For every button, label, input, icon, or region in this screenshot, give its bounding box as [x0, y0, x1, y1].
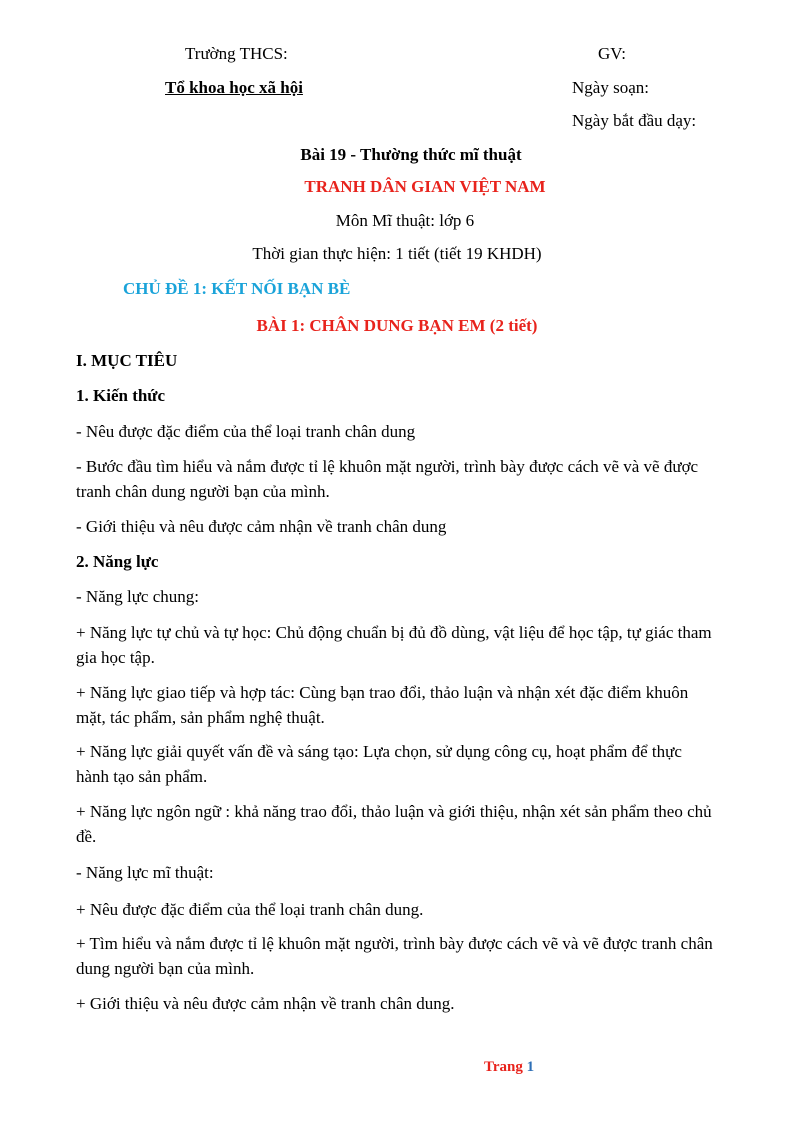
topic-title: CHỦ ĐỀ 1: KẾT NỐI BẠN BÈ	[123, 279, 351, 298]
general-competence-item: + Năng lực ngôn ngữ : khả năng trao đổi, thảo luận và giới thiệu, nhận xét sản phẩm theo chủ đề.	[76, 802, 712, 846]
page-label: Trang	[484, 1059, 523, 1075]
knowledge-item: - Giới thiệu và nêu được cảm nhận về tranh chân dung	[76, 517, 447, 536]
art-competence-item: + Giới thiệu và nêu được cảm nhận về tranh chân dung.	[76, 994, 455, 1013]
lesson-number-title: Bài 19 - Thường thức mĩ thuật	[300, 145, 522, 164]
lesson-main-title: TRANH DÂN GIAN VIỆT NAM	[304, 177, 546, 196]
art-competence-item: + Nêu được đặc điểm của thể loại tranh chân dung.	[76, 900, 424, 919]
start-date-label: Ngày bắt đầu dạy:	[572, 111, 697, 130]
subject-line: Môn Mĩ thuật: lớp 6	[335, 211, 475, 230]
general-competence-item: + Năng lực giải quyết vấn đề và sáng tạo: Lựa chọn, sử dụng công cụ, hoạt phẩm để thực hành tạo sản phẩm.	[76, 742, 682, 786]
knowledge-heading: 1. Kiến thức	[76, 386, 166, 405]
art-competence-label: - Năng lực mĩ thuật:	[76, 863, 214, 882]
lesson-title: BÀI 1: CHÂN DUNG BẠN EM (2 tiết)	[256, 316, 538, 335]
teacher-label: GV:	[598, 44, 627, 63]
competence-heading: 2. Năng lực	[76, 552, 159, 571]
knowledge-item: - Bước đầu tìm hiểu và nắm được tỉ lệ khuôn mặt người, trình bày được cách vẽ và vẽ được tranh chân dung người bạn của mình.	[76, 457, 699, 501]
prep-date-label: Ngày soạn:	[572, 78, 649, 97]
general-competence-label: - Năng lực chung:	[76, 587, 199, 606]
department-label: Tổ khoa học xã hội	[165, 78, 303, 97]
knowledge-item: - Nêu được đặc điểm của thể loại tranh chân dung	[76, 422, 416, 441]
general-competence-item: + Năng lực tự chủ và tự học: Chủ động chuẩn bị đủ đồ dùng, vật liệu để học tập, tự giác tham gia học tập.	[76, 623, 712, 667]
page-number: 1	[526, 1059, 535, 1075]
school-label: Trường THCS:	[185, 44, 288, 63]
general-competence-item: + Năng lực giao tiếp và hợp tác: Cùng bạn trao đổi, thảo luận và nhận xét đặc điểm khuôn mặt, tác phẩm, sản phẩm nghệ thuật.	[76, 683, 689, 727]
page-footer	[484, 1057, 534, 1077]
art-competence-item: + Tìm hiểu và nắm được tỉ lệ khuôn mặt người, trình bày được cách vẽ và vẽ được tranh chân dung người bạn của mình.	[76, 934, 713, 978]
section-heading-objectives: I. MỤC TIÊU	[76, 351, 178, 370]
duration-line: Thời gian thực hiện: 1 tiết (tiết 19 KHDH)	[252, 244, 542, 263]
